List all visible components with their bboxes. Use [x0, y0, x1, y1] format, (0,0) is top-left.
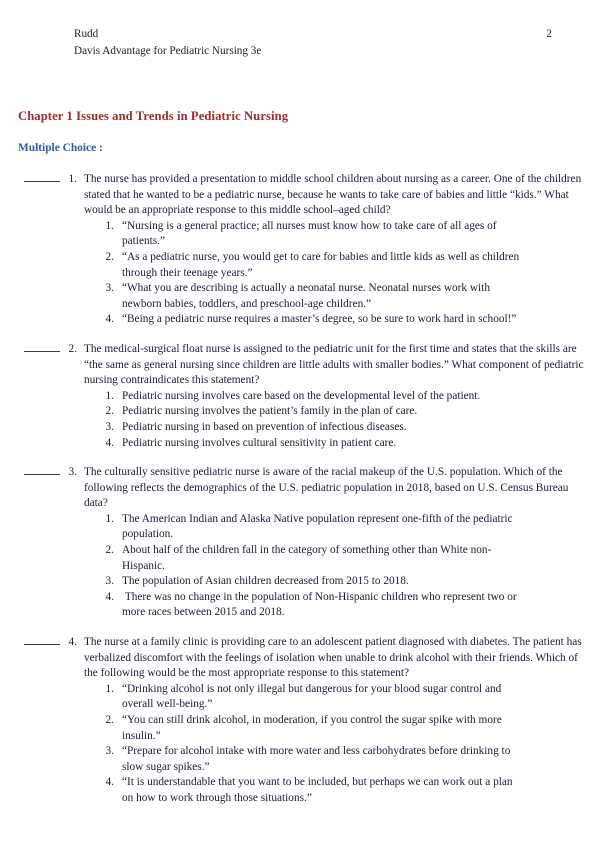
option-item[interactable]: [98, 389, 584, 405]
option-item[interactable]: [98, 404, 584, 420]
option-item[interactable]: [98, 436, 584, 452]
option-text: There was no change in the population of Non-Hispanic children who represent two or more races between 2015 and 2018.: [122, 590, 520, 619]
option-number: 4.: [105, 436, 114, 449]
chapter-title: Chapter 1 Issues and Trends in Pediatric Nursing: [18, 109, 289, 123]
answer-blank-cell[interactable]: [18, 465, 62, 475]
question-stem: The nurse has provided a presentation to middle school children about nursing as a career. One of the children stated that he wanted to be a pediatric nurse, because he wants to take care of babies and little “kids.” What would be an appropriate response to this middle school–aged child?: [84, 173, 582, 217]
option-text: Pediatric nursing involves cultural sensitivity in patient care.: [122, 436, 397, 449]
option-text: About half of the children fall in the category of something other than White non-Hispanic.: [122, 544, 492, 572]
option-number: 1.: [105, 219, 114, 232]
option-text: Pediatric nursing in based on prevention of infectious diseases.: [122, 420, 407, 433]
header-author: Rudd: [74, 28, 99, 40]
header-book-title: Davis Advantage for Pediatric Nursing 3e: [74, 44, 262, 57]
option-number: 3.: [105, 575, 114, 588]
answer-blank-line[interactable]: [24, 181, 60, 182]
answer-blank-cell[interactable]: [18, 635, 62, 645]
answer-blank-cell[interactable]: [18, 172, 62, 182]
option-text: The American Indian and Alaska Native population represent one-fifth of the pediatric population.: [122, 512, 516, 541]
question-number: 4.: [68, 636, 77, 649]
option-number: 3.: [105, 420, 114, 433]
option-item[interactable]: [98, 543, 584, 574]
option-item[interactable]: [98, 512, 584, 543]
option-list: [98, 682, 584, 807]
option-number: 3.: [105, 282, 114, 295]
question-body: [84, 465, 584, 621]
option-text: “Being a pediatric nurse requires a master’s degree, so be sure to work hard in school!”: [122, 313, 517, 326]
option-number: 1.: [105, 682, 114, 695]
option-text: Pediatric nursing involves care based on the developmental level of the patient.: [122, 389, 481, 402]
question-spacer: [18, 451, 584, 465]
option-number: 4.: [105, 313, 114, 326]
question-body: [84, 172, 584, 328]
option-item[interactable]: [98, 775, 584, 806]
option-text: “You can still drink alcohol, in moderation, if you control the sugar spike with more insulin.”: [122, 714, 505, 742]
question-body: [84, 635, 584, 807]
option-number: 2.: [105, 544, 114, 557]
question-body: [84, 342, 584, 451]
option-item[interactable]: [98, 219, 584, 250]
option-number: 1.: [105, 389, 114, 402]
header-title-block: [74, 26, 261, 59]
answer-blank-line[interactable]: [24, 474, 60, 475]
question-number: 2.: [68, 342, 77, 355]
page-number: 2: [546, 28, 552, 40]
option-text: “Nursing is a general practice; all nurses must know how to take care of all ages of patients.”: [122, 219, 500, 248]
option-text: “As a pediatric nurse, you would get to care for babies and little kids as well as children through their teenage years.”: [122, 250, 522, 279]
option-item[interactable]: [98, 590, 584, 621]
option-item[interactable]: [98, 574, 584, 590]
question-item: [18, 342, 584, 451]
question-stem: The culturally sensitive pediatric nurse is aware of the racial makeup of the U.S. population. Which of the following reflects the demographics of the U.S. pediatric population in 2018, based on U.S. Census Bureau data?: [84, 466, 569, 510]
option-list: [98, 512, 584, 621]
question-number: 3.: [68, 466, 77, 479]
question-spacer: [18, 621, 584, 635]
option-list: [98, 219, 584, 328]
answer-blank-line[interactable]: [24, 644, 60, 645]
option-number: 4.: [105, 590, 114, 603]
option-item[interactable]: [98, 420, 584, 436]
question-stem: The medical-surgical float nurse is assigned to the pediatric unit for the first time and states that the skills are “the same as general nursing since children are little adults with smaller bodies.” What component of pediatric nursing contraindicates this statement?: [84, 342, 584, 387]
option-item[interactable]: [98, 312, 584, 328]
option-number: 3.: [105, 745, 114, 758]
option-text: “Drinking alcohol is not only illegal but dangerous for your blood sugar control and overall well-being.”: [122, 682, 505, 711]
answer-blank-cell[interactable]: [18, 342, 62, 352]
question-item: [18, 635, 584, 807]
option-item[interactable]: [98, 682, 584, 713]
option-text: “What you are describing is actually a neonatal nurse. Neonatal nurses work with newborn babies, toddlers, and preschool-age children.”: [122, 282, 493, 310]
question-number: 1.: [68, 173, 77, 185]
document-header: [74, 26, 552, 59]
option-item[interactable]: [98, 713, 584, 744]
option-number: 2.: [105, 405, 114, 418]
option-text: Pediatric nursing involves the patient’s family in the plan of care.: [122, 405, 418, 418]
option-text: “Prepare for alcohol intake with more water and less carbohydrates before drinking to slow sugar spikes.”: [122, 745, 514, 773]
question-stem: The nurse at a family clinic is providing care to an adolescent patient diagnosed with diabetes. The patient has verbalized discomfort with the feelings of isolation when unable to drink alcohol with their friends. Which of the following would be the most appropriate response to this statement?: [84, 636, 582, 680]
option-text: “It is understandable that you want to be included, but perhaps we can work out a plan on how to work through those situations.”: [122, 776, 516, 804]
answer-blank-line[interactable]: [24, 351, 60, 352]
option-list: [98, 389, 584, 451]
option-number: 2.: [105, 714, 114, 726]
question-item: [18, 465, 584, 621]
option-item[interactable]: [98, 744, 584, 775]
section-label-multiple-choice: Multiple Choice :: [18, 142, 103, 154]
question-spacer: [18, 328, 584, 342]
option-number: 1.: [105, 512, 114, 525]
option-number: 4.: [105, 776, 114, 789]
question-list: [18, 172, 584, 807]
option-text: The population of Asian children decreased from 2015 to 2018.: [122, 575, 409, 588]
option-number: 2.: [105, 250, 114, 263]
option-item[interactable]: [98, 281, 584, 312]
option-item[interactable]: [98, 250, 584, 281]
question-item: [18, 172, 584, 328]
